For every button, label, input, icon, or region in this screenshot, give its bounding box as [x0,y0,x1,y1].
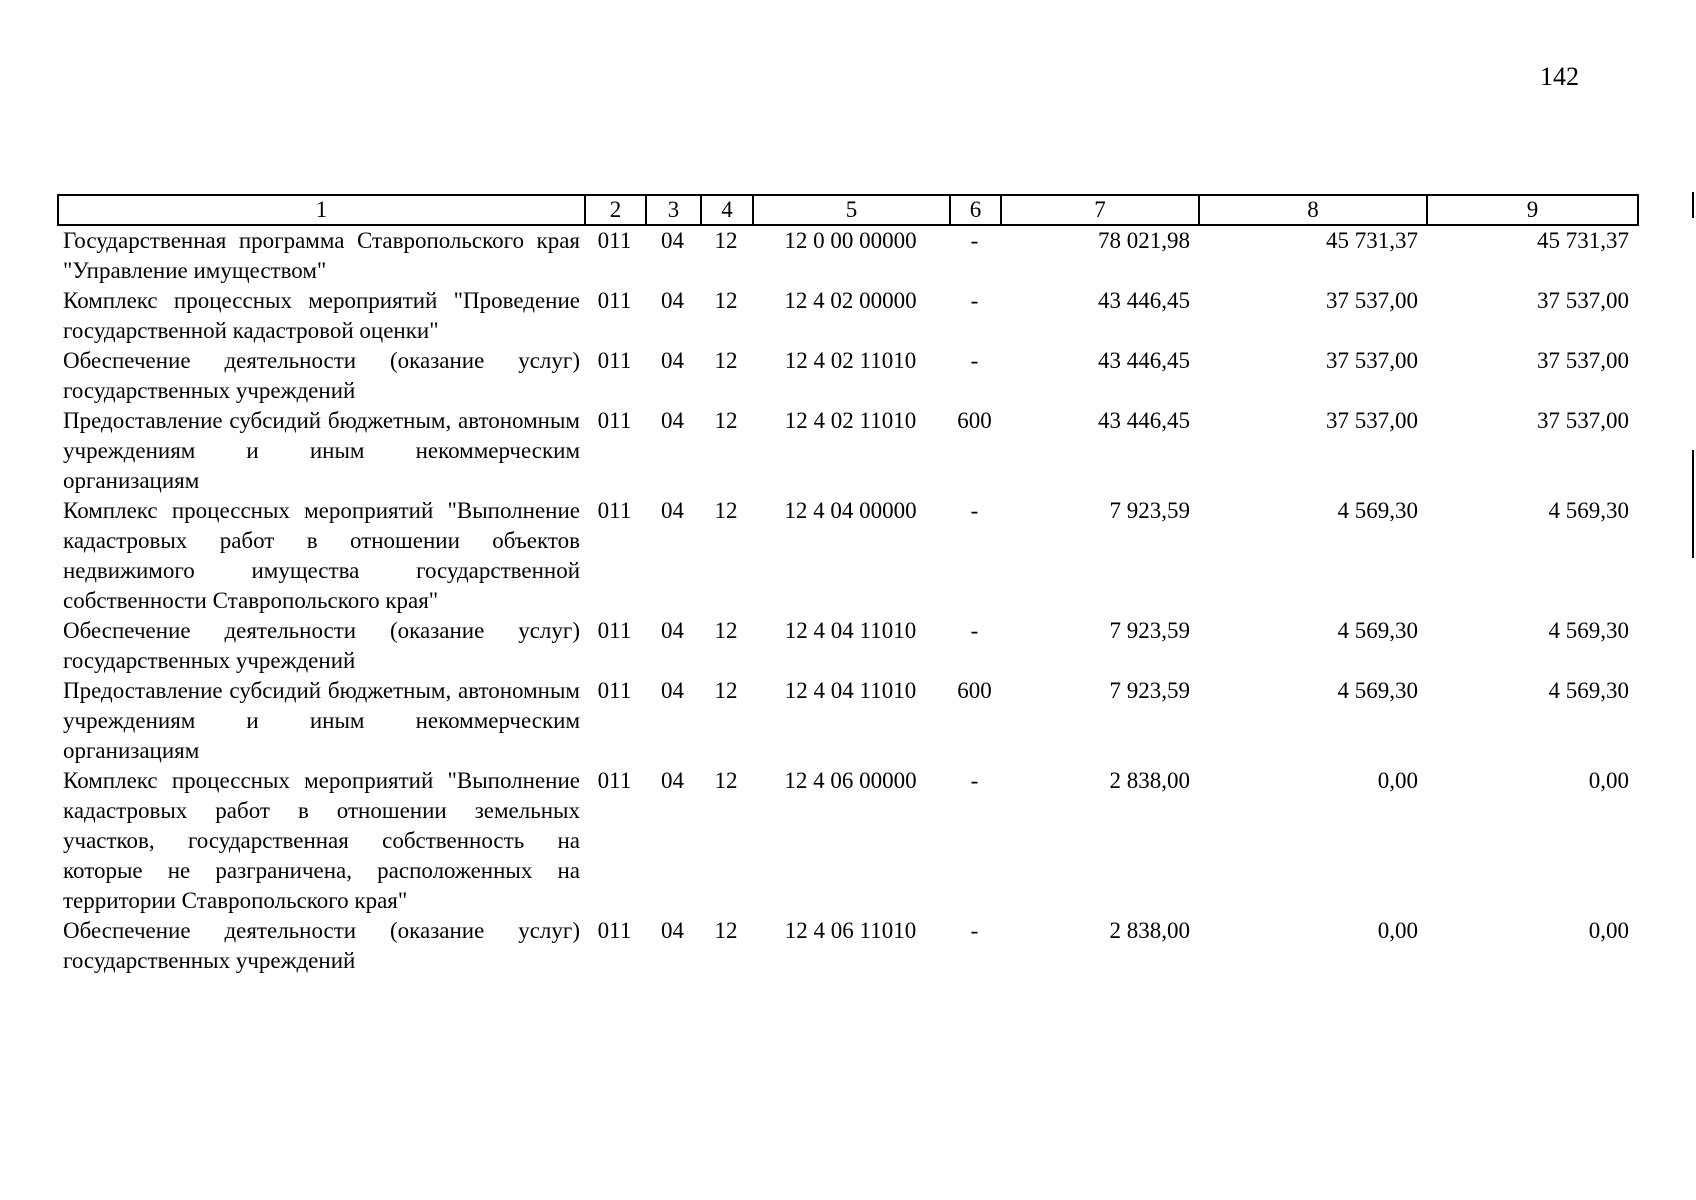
row-col-9: 4 569,30 [1548,498,1629,523]
row-col-8: 4 569,30 [1337,618,1418,643]
row-col-2: 011 [597,618,632,643]
row-name: Комплекс процессных мероприятий "Выполнение кадастровых работ в отношении объектов недвижимого имущества государственной собственности Ставропольского края" [63,498,580,613]
row-col-9: 37 537,00 [1537,288,1629,313]
row-col-6: 600 [957,678,992,703]
column-header-1: 1 [58,195,585,225]
row-col-8: 0,00 [1377,918,1418,943]
row-name: Предоставление субсидий бюджетным, автономным учреждениям и иным некоммерческим организациям [63,678,580,763]
row-col-5: 12 4 02 00000 [784,288,917,313]
row-col-9: 37 537,00 [1537,348,1629,373]
row-col-7: 2 838,00 [1109,768,1190,793]
row-col-7: 7 923,59 [1109,618,1190,643]
row-col-5: 12 0 00 00000 [784,228,917,253]
column-header-4: 4 [701,195,753,225]
row-col-4: 12 [714,918,738,943]
row-col-4: 12 [714,228,738,253]
table-row [57,286,1637,346]
row-col-3: 04 [661,618,684,643]
row-name: Комплекс процессных мероприятий "Проведение государственной кадастровой оценки" [63,288,580,343]
row-col-6: - [970,618,979,643]
row-col-3: 04 [661,288,684,313]
row-col-7: 43 446,45 [1098,348,1190,373]
row-col-3: 04 [661,498,684,523]
row-col-7: 7 923,59 [1109,678,1190,703]
row-col-2: 011 [597,228,632,253]
row-col-6: 600 [957,408,992,433]
table-row [57,406,1637,496]
scan-edge-mark [1692,450,1694,530]
row-col-7: 7 923,59 [1109,498,1190,523]
row-col-5: 12 4 02 11010 [784,408,917,433]
scan-edge-mark [1692,192,1694,218]
row-col-5: 12 4 04 11010 [784,678,917,703]
row-col-5: 12 4 04 11010 [784,618,917,643]
row-col-2: 011 [597,918,632,943]
table-row [57,676,1637,766]
column-header-2: 2 [585,195,646,225]
column-header-9: 9 [1427,195,1638,225]
row-col-8: 45 731,37 [1326,228,1418,253]
row-col-6: - [970,498,979,523]
row-col-3: 04 [661,918,684,943]
row-col-8: 37 537,00 [1326,408,1418,433]
row-col-3: 04 [661,228,684,253]
row-col-3: 04 [661,768,684,793]
row-col-4: 12 [714,768,738,793]
row-col-4: 12 [714,678,738,703]
row-col-7: 78 021,98 [1098,228,1190,253]
row-col-8: 0,00 [1377,768,1418,793]
row-col-6: - [970,348,979,373]
row-col-4: 12 [714,348,738,373]
row-col-5: 12 4 02 11010 [784,348,917,373]
row-col-2: 011 [597,768,632,793]
row-col-6: - [970,918,979,943]
row-col-4: 12 [714,408,738,433]
row-col-7: 43 446,45 [1098,408,1190,433]
scan-edge-mark [1692,530,1694,558]
row-col-7: 43 446,45 [1098,288,1190,313]
row-name: Обеспечение деятельности (оказание услуг) государственных учреждений [63,348,580,403]
row-col-9: 37 537,00 [1537,408,1629,433]
row-col-6: - [970,288,979,313]
row-col-3: 04 [661,408,684,433]
page-number: 142 [1540,62,1579,91]
row-col-4: 12 [714,288,738,313]
table-header [57,194,1639,226]
row-col-2: 011 [597,348,632,373]
table-row [57,496,1637,616]
column-header-5: 5 [753,195,950,225]
row-col-8: 4 569,30 [1337,678,1418,703]
table-row [57,616,1637,676]
column-header-7: 7 [1001,195,1199,225]
table-row [57,226,1637,286]
row-col-9: 45 731,37 [1537,228,1629,253]
row-col-3: 04 [661,348,684,373]
row-col-9: 0,00 [1588,918,1629,943]
row-col-8: 37 537,00 [1326,348,1418,373]
column-header-6: 6 [950,195,1001,225]
row-name: Предоставление субсидий бюджетным, автономным учреждениям и иным некоммерческим организациям [63,408,580,493]
row-col-2: 011 [597,498,632,523]
row-col-2: 011 [597,288,632,313]
row-col-5: 12 4 06 00000 [784,768,917,793]
row-col-6: - [970,228,979,253]
column-header-3: 3 [646,195,701,225]
row-col-4: 12 [714,618,738,643]
table-row [57,916,1637,976]
row-col-2: 011 [597,678,632,703]
row-col-9: 4 569,30 [1548,678,1629,703]
row-col-8: 37 537,00 [1326,288,1418,313]
table-row [57,346,1637,406]
row-name: Обеспечение деятельности (оказание услуг) государственных учреждений [63,918,580,973]
row-col-7: 2 838,00 [1109,918,1190,943]
table-row [57,766,1637,916]
row-col-2: 011 [597,408,632,433]
row-col-3: 04 [661,678,684,703]
row-name: Государственная программа Ставропольского края "Управление имуществом" [63,228,580,283]
column-header-8: 8 [1199,195,1427,225]
row-col-4: 12 [714,498,738,523]
row-col-8: 4 569,30 [1337,498,1418,523]
row-col-9: 0,00 [1588,768,1629,793]
row-col-5: 12 4 04 00000 [784,498,917,523]
row-name: Обеспечение деятельности (оказание услуг) государственных учреждений [63,618,580,673]
budget-table [57,226,1637,976]
row-col-9: 4 569,30 [1548,618,1629,643]
row-name: Комплекс процессных мероприятий "Выполнение кадастровых работ в отношении земельных участков, государственная собственность на которые не разграничена, расположенных на территории Ставропольского края" [63,768,580,913]
row-col-5: 12 4 06 11010 [784,918,917,943]
row-col-6: - [970,768,979,793]
